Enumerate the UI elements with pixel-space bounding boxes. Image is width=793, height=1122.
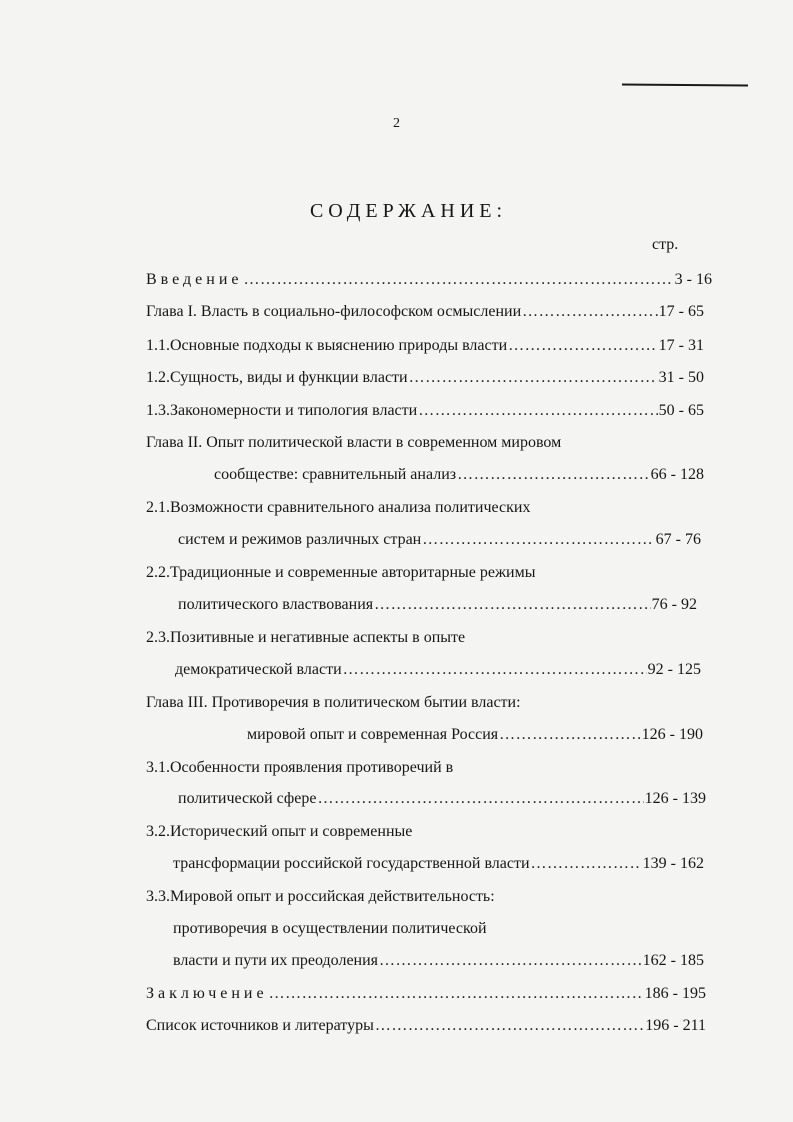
- toc-pages: 92 - 125: [647, 661, 701, 678]
- toc-leader-dots: [522, 302, 658, 322]
- toc-label: Список источников и литературы: [146, 1017, 374, 1034]
- toc-leader-dots: [422, 530, 654, 550]
- page-number: 2: [393, 116, 400, 131]
- toc-pages: 67 - 76: [655, 531, 701, 548]
- toc-leader-dots: [244, 270, 674, 290]
- toc-pages: 126 - 190: [641, 726, 703, 743]
- toc-entry-section-3-3-line-2: противоречия в осуществлении политической: [173, 920, 487, 937]
- toc-leader-dots: [531, 854, 642, 874]
- toc-label: власти и пути их преодоления: [173, 952, 379, 969]
- toc-leader-dots: [375, 1016, 644, 1036]
- toc-entry-section-3-2-line-1: 3.2.Исторический опыт и современные: [146, 823, 413, 840]
- toc-pages: 162 - 185: [642, 952, 704, 969]
- toc-entry-chapter-3: [247, 725, 703, 745]
- toc-entry-section-3-3: [173, 951, 704, 971]
- toc-pages: 139 - 162: [642, 855, 704, 872]
- toc-entry-section-2-3-line-1: 2.3.Позитивные и негативные аспекты в опыте: [146, 629, 466, 646]
- toc-entry-introduction: [146, 270, 712, 290]
- toc-leader-dots: [409, 368, 658, 388]
- toc-entry-chapter-2-line-1: Глава II. Опыт политической власти в современном мировом: [146, 434, 562, 451]
- toc-leader-dots: [374, 595, 651, 615]
- toc-label: сообществе: сравнительный анализ: [214, 466, 457, 483]
- toc-entry-section-2-2-line-1: 2.2.Традиционные и современные авторитарные режимы: [146, 564, 536, 581]
- page-column-header: стр.: [652, 236, 679, 253]
- toc-label: Заключение: [146, 985, 268, 1002]
- toc-entry-conclusion: [146, 984, 706, 1004]
- toc-leader-dots: [499, 725, 641, 745]
- toc-entry-chapter-1: [146, 302, 704, 322]
- toc-leader-dots: [508, 336, 658, 356]
- toc-pages: 196 - 211: [645, 1017, 706, 1034]
- toc-label: политической сфере: [178, 790, 317, 807]
- toc-label: Введение: [146, 271, 243, 288]
- toc-entry-section-3-3-line-1: 3.3.Мировой опыт и российская действительность:: [146, 888, 495, 905]
- page-title: СОДЕРЖАНИЕ:: [309, 200, 508, 222]
- toc-label: демократической власти: [175, 661, 342, 678]
- toc-pages: 76 - 92: [651, 596, 697, 613]
- toc-pages: 17 - 31: [658, 337, 704, 354]
- toc-pages: 50 - 65: [658, 402, 704, 419]
- toc-label: Глава I. Власть в социально-философском осмыслении: [146, 303, 522, 320]
- toc-leader-dots: [379, 951, 642, 971]
- toc-entry-chapter-2: [214, 465, 704, 485]
- toc-entry-section-2-2: [178, 595, 697, 615]
- toc-entry-section-3-1-line-1: 3.1.Особенности проявления противоречий в: [146, 759, 454, 776]
- toc-pages: 3 - 16: [674, 271, 712, 288]
- toc-entry-section-1-1: [146, 336, 704, 356]
- toc-leader-dots: [269, 984, 644, 1004]
- toc-entry-section-3-2: [173, 854, 704, 874]
- toc-entry-section-3-1: [178, 789, 706, 809]
- toc-entry-section-2-3: [175, 660, 701, 680]
- toc-leader-dots: [418, 401, 657, 421]
- toc-entry-chapter-3-line-1: Глава III. Противоречия в политическом бытии власти:: [146, 694, 521, 711]
- toc-entry-section-2-1: [178, 530, 701, 550]
- toc-leader-dots: [343, 660, 647, 680]
- toc-label: 1.1.Основные подходы к выяснению природы власти: [146, 337, 508, 354]
- toc-label: политического властвования: [178, 596, 374, 613]
- toc-label: 1.2.Сущность, виды и функции власти: [146, 369, 408, 386]
- toc-pages: 186 - 195: [644, 985, 706, 1002]
- toc-pages: 31 - 50: [658, 369, 704, 386]
- toc-leader-dots: [318, 789, 644, 809]
- toc-entry-section-1-3: [146, 401, 704, 421]
- toc-entry-references: [146, 1016, 706, 1036]
- toc-entry-section-1-2: [146, 368, 704, 388]
- toc-pages: 66 - 128: [650, 466, 704, 483]
- toc-label: мировой опыт и современная Россия: [247, 726, 499, 743]
- toc-pages: 126 - 139: [644, 790, 706, 807]
- toc-label: 1.3.Закономерности и типология власти: [146, 402, 418, 419]
- toc-pages: 17 - 65: [658, 303, 704, 320]
- toc-leader-dots: [457, 465, 650, 485]
- toc-label: трансформации российской государственной власти: [173, 855, 530, 872]
- toc-label: систем и режимов различных стран: [178, 531, 422, 548]
- toc-entry-section-2-1-line-1: 2.1.Возможности сравнительного анализа политических: [146, 499, 531, 516]
